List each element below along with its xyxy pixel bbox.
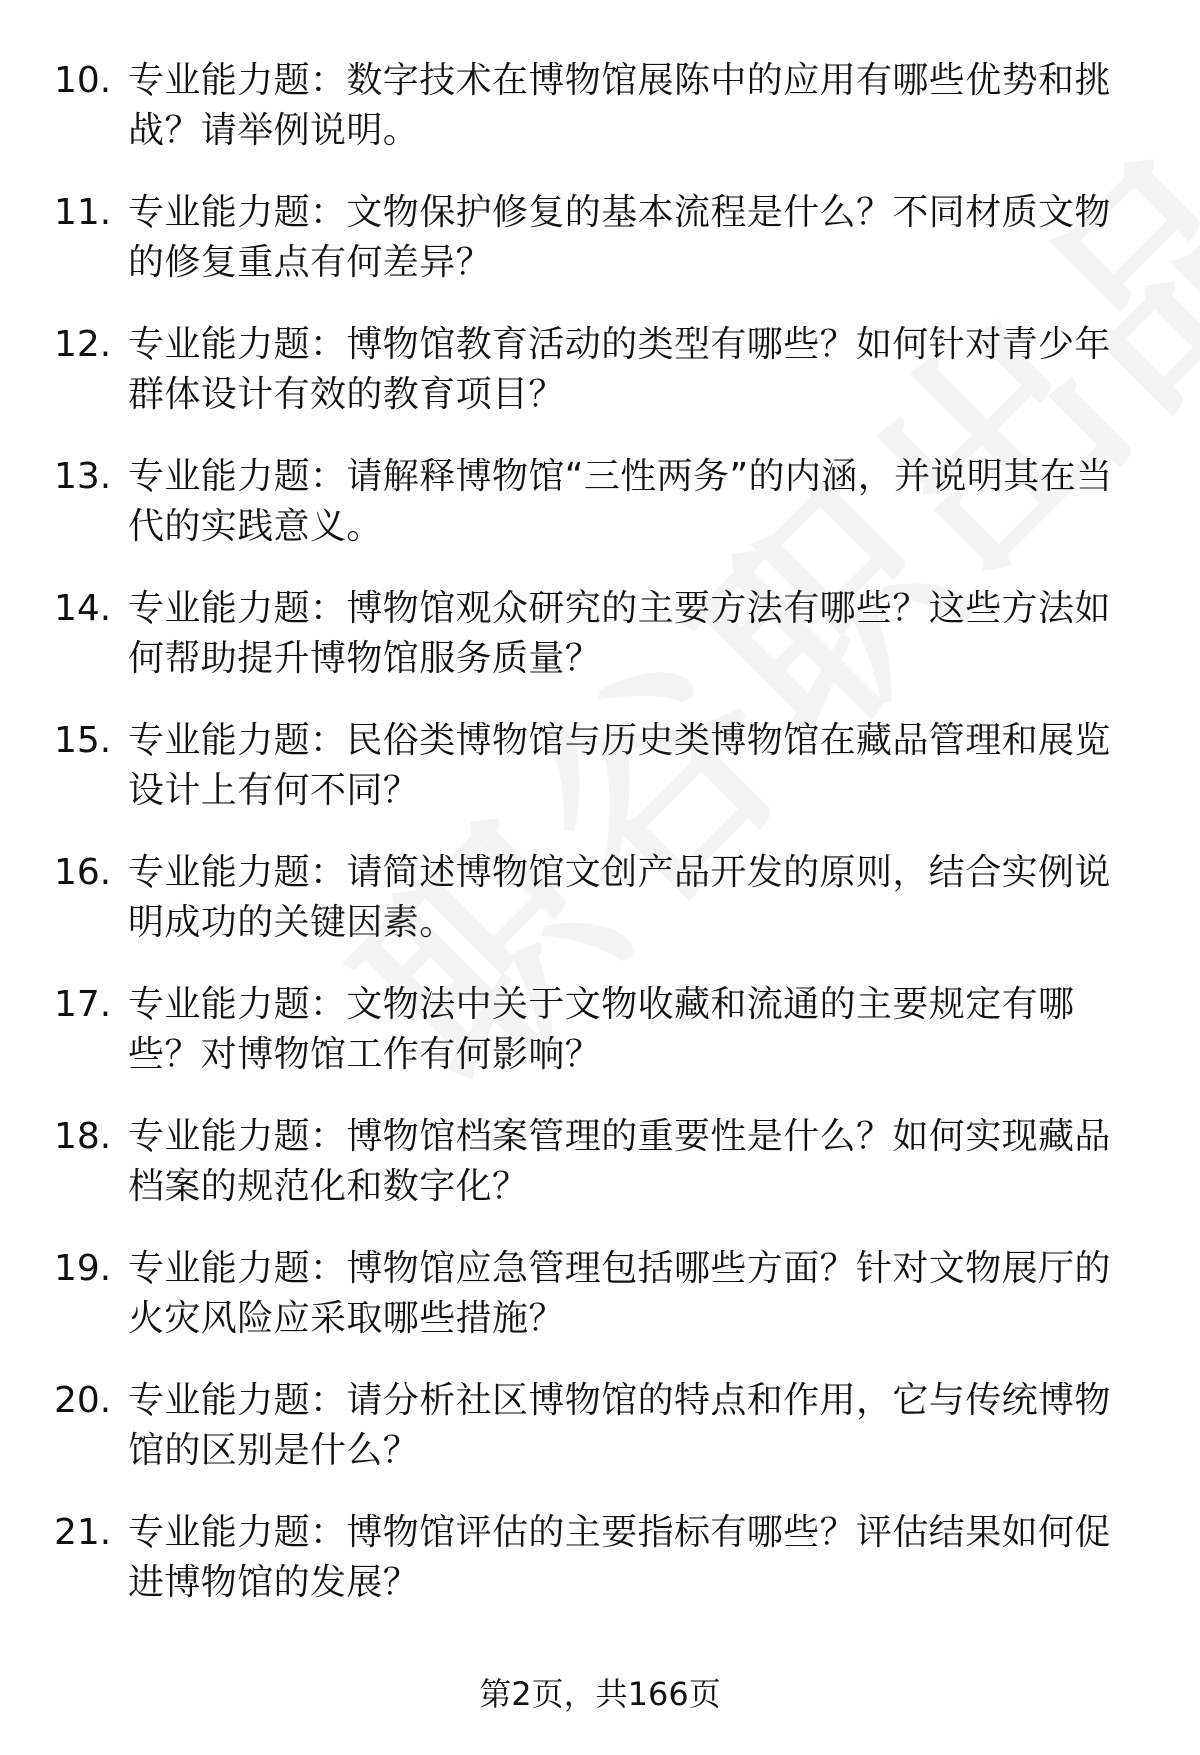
question-text: 专业能力题：请简述博物馆文创产品开发的原则，结合实例说明成功的关键因素。: [128, 852, 1111, 943]
question-text: 专业能力题：博物馆档案管理的重要性是什么？如何实现藏品档案的规范化和数字化？: [128, 1116, 1111, 1207]
question-text: 专业能力题：博物馆教育活动的类型有哪些？如何针对青少年群体设计有效的教育项目？: [128, 324, 1111, 415]
question-item: [0, 1112, 1200, 1244]
question-item: [0, 1244, 1200, 1376]
question-number: 16.: [54, 852, 112, 893]
question-text: 专业能力题：博物馆应急管理包括哪些方面？针对文物展厅的火灾风险应采取哪些措施？: [128, 1248, 1111, 1339]
question-number: 11.: [54, 192, 112, 233]
question-item: [0, 1508, 1200, 1640]
question-list: [0, 56, 1200, 1640]
page-footer: 第2页，共166页: [479, 1675, 721, 1713]
question-number: 15.: [54, 720, 112, 761]
question-number: 17.: [54, 984, 112, 1025]
question-number: 12.: [54, 324, 112, 365]
question-item: [0, 584, 1200, 716]
question-text: 专业能力题：文物保护修复的基本流程是什么？不同材质文物的修复重点有何差异？: [128, 192, 1111, 283]
question-text: 专业能力题：请解释博物馆“三性两务”的内涵，并说明其在当代的实践意义。: [128, 456, 1113, 547]
question-text: 专业能力题：数字技术在博物馆展陈中的应用有哪些优势和挑战？请举例说明。: [128, 60, 1111, 151]
question-text: 专业能力题：博物馆评估的主要指标有哪些？评估结果如何促进博物馆的发展？: [128, 1512, 1111, 1603]
question-text: 专业能力题：文物法中关于文物收藏和流通的主要规定有哪些？对博物馆工作有何影响？: [128, 984, 1075, 1075]
question-item: [0, 188, 1200, 320]
question-item: [0, 716, 1200, 848]
question-number: 10.: [54, 60, 112, 101]
question-item: [0, 848, 1200, 980]
question-item: [0, 452, 1200, 584]
question-number: 14.: [54, 588, 112, 629]
question-item: [0, 980, 1200, 1112]
question-number: 20.: [54, 1380, 112, 1421]
question-text: 专业能力题：博物馆观众研究的主要方法有哪些？这些方法如何帮助提升博物馆服务质量？: [128, 588, 1111, 679]
question-item: [0, 320, 1200, 452]
question-item: [0, 1376, 1200, 1508]
question-number: 19.: [54, 1248, 112, 1289]
question-number: 18.: [54, 1116, 112, 1157]
question-number: 21.: [54, 1512, 112, 1553]
question-text: 专业能力题：民俗类博物馆与历史类博物馆在藏品管理和展览设计上有何不同？: [128, 720, 1111, 811]
question-number: 13.: [54, 456, 112, 497]
question-text: 专业能力题：请分析社区博物馆的特点和作用，它与传统博物馆的区别是什么？: [128, 1380, 1111, 1471]
question-item: [0, 56, 1200, 188]
